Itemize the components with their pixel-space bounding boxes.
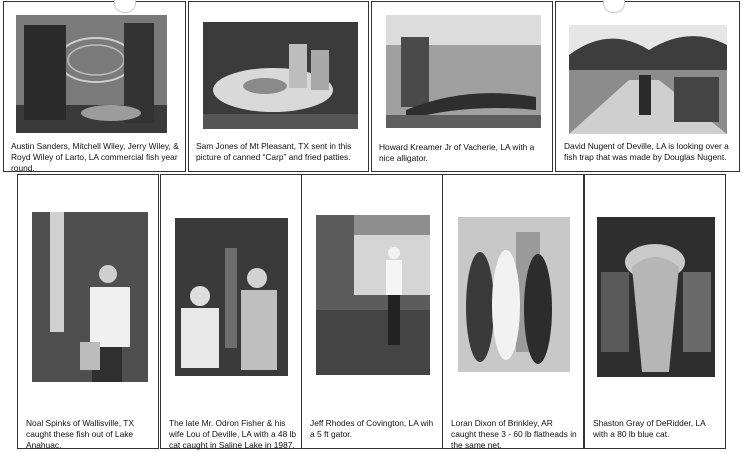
photo-card-jones (188, 1, 369, 172)
photo-rhodes-gator (316, 215, 430, 375)
caption-spinks: Noal Spinks of Wallisville, TX caught these fish out of Lake Anahuac. (26, 418, 134, 450)
photo-dixon-flatheads (458, 217, 570, 372)
photo-card-nugent (555, 1, 740, 172)
caption-rhodes: Jeff Rhodes of Covington, LA wih a 5 ft gator. (310, 418, 434, 439)
caption-nugent: David Nugent of Deville, LA is looking over a fish trap that was made by Douglas Nugent. (564, 141, 729, 162)
caption-fisher: The late Mr. Odron Fisher & his wife Lou of Deville, LA with a 48 lb cat caught in Saline Lake in 1987. (169, 418, 297, 450)
caption-sanders: Austin Sanders, Mitchell Wiley, Jerry Wiley, & Royd Wiley of Larto, LA commercial fish year round. (11, 141, 179, 173)
photo-card-gray (584, 174, 726, 449)
photo-card-kreamer (371, 1, 553, 172)
photo-card-rhodes (301, 174, 443, 449)
photo-kreamer-alligator (386, 15, 541, 128)
photo-card-sanders (3, 1, 186, 172)
photo-card-fisher (160, 174, 302, 449)
photo-gray-blue-cat (597, 217, 715, 377)
caption-gray: Shaston Gray of DeRidder, LA with a 80 lb blue cat. (593, 418, 706, 439)
photo-card-spinks (17, 174, 159, 449)
photo-nugent-fish-trap (569, 25, 727, 134)
caption-kreamer: Howard Kreamer Jr of Vacherie, LA with a nice alligator. (379, 142, 535, 163)
caption-dixon: Loran Dixon of Brinkley, AR caught these 3 - 60 lb flatheads in the same net. (451, 418, 577, 450)
photo-spinks-catch (32, 212, 148, 382)
photo-jones-carp-jars (203, 22, 358, 129)
photo-card-dixon (442, 174, 584, 449)
photo-sanders-fishermen (16, 15, 167, 133)
caption-jones: Sam Jones of Mt Pleasant, TX sent in this picture of canned “Carp” and fried patties. (196, 141, 352, 162)
photo-fisher-couple (175, 218, 288, 376)
